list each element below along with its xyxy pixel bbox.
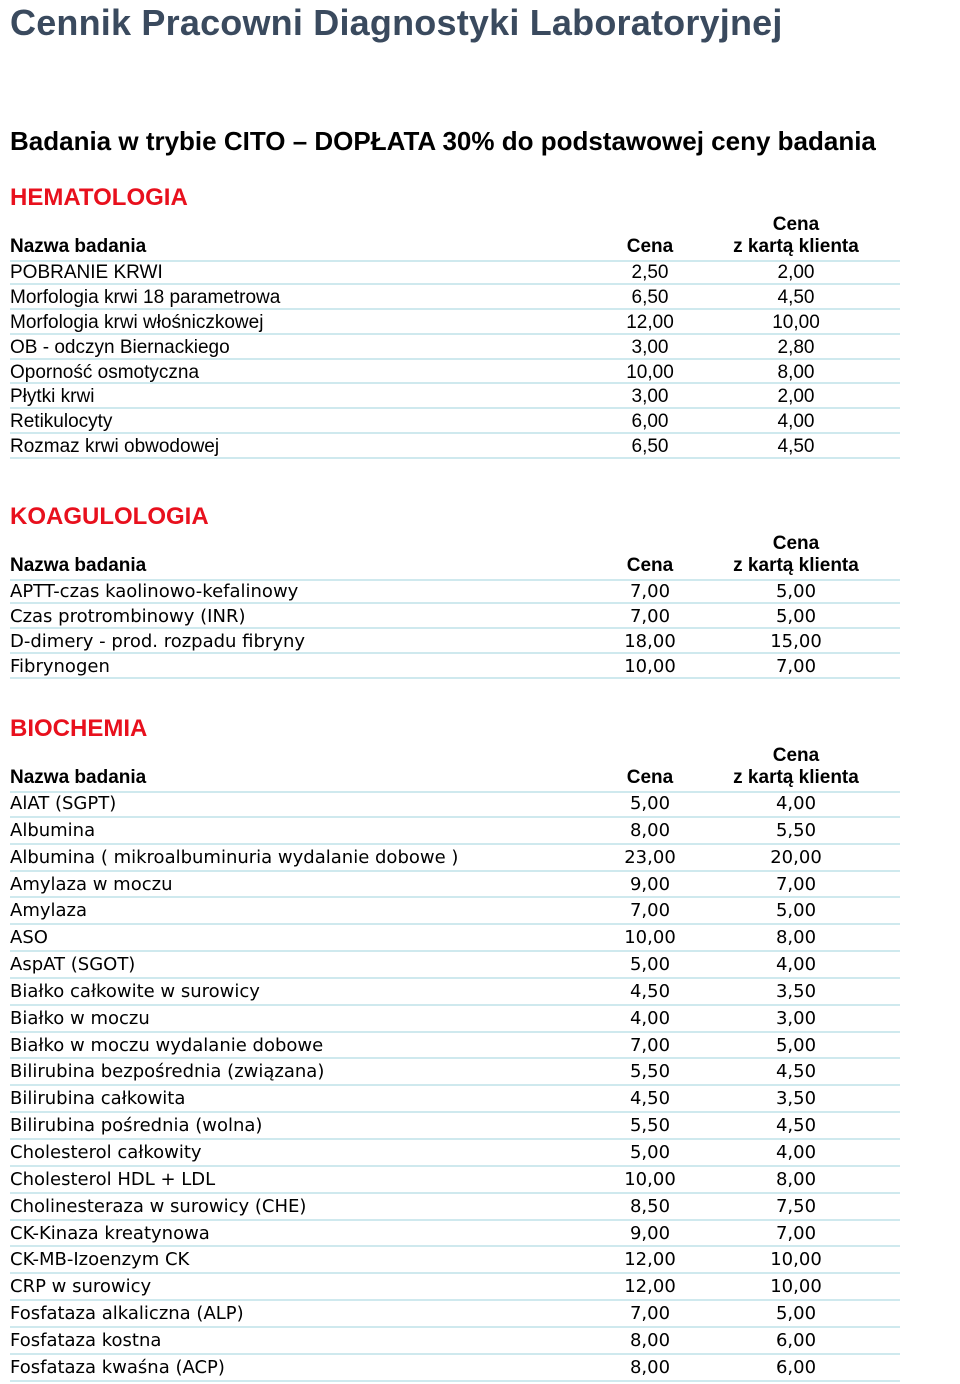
table-header bbox=[0, 743, 960, 791]
table-row bbox=[0, 1247, 960, 1274]
table-row bbox=[0, 872, 960, 899]
price-cell: 5,00 bbox=[629, 1141, 671, 1163]
price-cell: 9,00 bbox=[629, 1222, 671, 1244]
card-price-cell: 5,00 bbox=[775, 1303, 817, 1325]
card-price-cell: 8,00 bbox=[775, 927, 817, 949]
table-row bbox=[0, 1221, 960, 1248]
price-cell: 5,50 bbox=[629, 1061, 671, 1083]
table-body bbox=[0, 791, 960, 1382]
test-name-cell: Amylaza w moczu bbox=[10, 873, 173, 895]
column-header-name: Nazwa badania bbox=[10, 767, 147, 788]
table-body bbox=[0, 579, 960, 679]
table-row bbox=[0, 845, 960, 872]
test-name-cell: POBRANIE KRWI bbox=[10, 262, 163, 283]
table-row bbox=[0, 409, 960, 434]
card-price-cell: 3,00 bbox=[775, 1007, 817, 1029]
table-row bbox=[0, 1301, 960, 1328]
table-row bbox=[0, 604, 960, 629]
table-row bbox=[0, 1140, 960, 1167]
column-header-price: Cena bbox=[626, 555, 674, 576]
table-row bbox=[0, 335, 960, 360]
table-row bbox=[0, 1194, 960, 1221]
row-divider bbox=[10, 677, 900, 679]
table-row bbox=[0, 818, 960, 845]
test-name-cell: Amylaza bbox=[10, 900, 88, 922]
card-price-cell: 3,50 bbox=[775, 1088, 817, 1110]
price-cell: 10,00 bbox=[624, 927, 676, 949]
section-title: KOAGULOLOGIA bbox=[10, 503, 209, 530]
card-price-cell: 6,00 bbox=[775, 1329, 817, 1351]
price-cell: 6,00 bbox=[631, 411, 669, 433]
test-name-cell: Cholesterol HDL + LDL bbox=[10, 1168, 216, 1190]
table-row bbox=[0, 285, 960, 310]
test-name-cell: Fibrynogen bbox=[10, 655, 110, 677]
test-name-cell: Fosfataza kostna bbox=[10, 1329, 162, 1351]
test-name-cell: Płytki krwi bbox=[10, 386, 95, 408]
card-price-cell: 5,00 bbox=[775, 581, 817, 602]
table-row bbox=[0, 1033, 960, 1060]
test-name-cell: Bilirubina pośrednia (wolna) bbox=[10, 1115, 263, 1137]
table-row bbox=[0, 654, 960, 679]
test-name-cell: Fosfataza kwaśna (ACP) bbox=[10, 1356, 225, 1378]
column-header-name: Nazwa badania bbox=[10, 236, 147, 257]
price-cell: 8,50 bbox=[629, 1195, 671, 1217]
section-title: HEMATOLOGIA bbox=[10, 184, 188, 211]
section-title: BIOCHEMIA bbox=[10, 715, 148, 742]
price-cell: 4,50 bbox=[629, 980, 671, 1002]
test-name-cell: Cholesterol całkowity bbox=[10, 1141, 202, 1163]
test-name-cell: Czas protrombinowy (INR) bbox=[10, 605, 246, 627]
card-price-cell: 6,00 bbox=[775, 1356, 817, 1378]
card-price-cell: 4,00 bbox=[777, 411, 815, 433]
table-body bbox=[0, 260, 960, 459]
table-row bbox=[0, 1274, 960, 1301]
price-cell: 3,00 bbox=[631, 336, 669, 358]
table-row bbox=[0, 310, 960, 335]
table-row bbox=[0, 898, 960, 925]
table-row bbox=[0, 360, 960, 385]
price-cell: 12,00 bbox=[624, 1276, 676, 1298]
table-row bbox=[0, 979, 960, 1006]
card-price-cell: 5,00 bbox=[775, 900, 817, 922]
test-name-cell: Bilirubina całkowita bbox=[10, 1088, 186, 1110]
table-row bbox=[0, 925, 960, 952]
card-price-cell: 5,50 bbox=[775, 819, 817, 841]
test-name-cell: Albumina bbox=[10, 819, 96, 841]
price-cell: 18,00 bbox=[624, 630, 676, 652]
price-cell: 5,00 bbox=[629, 954, 671, 976]
price-cell: 10,00 bbox=[624, 1168, 676, 1190]
column-header-name: Nazwa badania bbox=[10, 555, 147, 576]
table-header bbox=[0, 531, 960, 579]
price-cell: 12,00 bbox=[624, 1249, 676, 1271]
column-header-card-price: Cena z kartą klienta bbox=[733, 533, 859, 576]
price-cell: 7,00 bbox=[629, 581, 671, 602]
card-price-cell: 10,00 bbox=[770, 1276, 822, 1298]
card-price-cell: 4,50 bbox=[775, 1061, 817, 1083]
card-price-cell: 8,00 bbox=[777, 361, 815, 383]
card-price-cell: 4,50 bbox=[777, 436, 815, 458]
column-header-price: Cena bbox=[626, 767, 674, 788]
table-row bbox=[0, 1167, 960, 1194]
card-price-cell: 7,00 bbox=[775, 873, 817, 895]
row-divider bbox=[10, 1380, 900, 1382]
test-name-cell: Białko całkowite w surowicy bbox=[10, 980, 260, 1002]
price-cell: 12,00 bbox=[626, 311, 674, 333]
test-name-cell: ASO bbox=[10, 927, 48, 949]
test-name-cell: Fosfataza alkaliczna (ALP) bbox=[10, 1303, 244, 1325]
table-row bbox=[0, 1328, 960, 1355]
price-cell: 8,00 bbox=[629, 819, 671, 841]
table-row bbox=[0, 1006, 960, 1033]
table-row bbox=[0, 1355, 960, 1382]
card-price-cell: 15,00 bbox=[770, 630, 822, 652]
page-subtitle: Badania w trybie CITO – DOPŁATA 30% do podstawowej ceny badania bbox=[10, 126, 876, 156]
price-cell: 4,50 bbox=[629, 1088, 671, 1110]
table-row bbox=[0, 260, 960, 285]
card-price-cell: 4,00 bbox=[775, 954, 817, 976]
price-cell: 8,00 bbox=[629, 1329, 671, 1351]
price-cell: 7,00 bbox=[629, 1034, 671, 1056]
card-price-cell: 4,00 bbox=[775, 1141, 817, 1163]
card-price-cell: 2,00 bbox=[777, 262, 815, 283]
card-price-cell: 10,00 bbox=[770, 1249, 822, 1271]
table-row bbox=[0, 434, 960, 459]
table-row bbox=[0, 579, 960, 604]
test-name-cell: D-dimery - prod. rozpadu fibryny bbox=[10, 630, 306, 652]
test-name-cell: APTT-czas kaolinowo-kefalinowy bbox=[10, 581, 299, 602]
card-price-cell: 7,00 bbox=[775, 1222, 817, 1244]
card-price-cell: 5,00 bbox=[775, 1034, 817, 1056]
test-name-cell: Bilirubina bezpośrednia (związana) bbox=[10, 1061, 325, 1083]
column-header-price: Cena bbox=[626, 236, 674, 257]
column-header-card-price: Cena z kartą klienta bbox=[733, 745, 859, 788]
price-cell: 7,00 bbox=[629, 1303, 671, 1325]
row-divider bbox=[10, 457, 900, 459]
test-name-cell: Białko w moczu wydalanie dobowe bbox=[10, 1034, 324, 1056]
price-cell: 6,50 bbox=[631, 286, 669, 308]
test-name-cell: CK-MB-Izoenzym CK bbox=[10, 1249, 190, 1271]
card-price-cell: 5,00 bbox=[775, 605, 817, 627]
test-name-cell: Rozmaz krwi obwodowej bbox=[10, 436, 220, 458]
table-row bbox=[0, 384, 960, 409]
price-cell: 10,00 bbox=[624, 655, 676, 677]
test-name-cell: CK-Kinaza kreatynowa bbox=[10, 1222, 210, 1244]
card-price-cell: 4,50 bbox=[775, 1115, 817, 1137]
table-row bbox=[0, 791, 960, 818]
price-cell: 4,00 bbox=[629, 1007, 671, 1029]
price-cell: 3,00 bbox=[631, 386, 669, 408]
card-price-cell: 2,00 bbox=[777, 386, 815, 408]
card-price-cell: 8,00 bbox=[775, 1168, 817, 1190]
test-name-cell: CRP w surowicy bbox=[10, 1276, 152, 1298]
price-cell: 10,00 bbox=[626, 361, 674, 383]
card-price-cell: 3,50 bbox=[775, 980, 817, 1002]
price-cell: 23,00 bbox=[624, 846, 676, 868]
test-name-cell: Morfologia krwi włośniczkowej bbox=[10, 311, 264, 333]
table-row bbox=[0, 1113, 960, 1140]
card-price-cell: 4,00 bbox=[775, 793, 817, 814]
card-price-cell: 10,00 bbox=[772, 311, 820, 333]
test-name-cell: AlAT (SGPT) bbox=[10, 793, 117, 814]
test-name-cell: Oporność osmotyczna bbox=[10, 361, 200, 383]
card-price-cell: 7,00 bbox=[775, 655, 817, 677]
test-name-cell: Morfologia krwi 18 parametrowa bbox=[10, 286, 281, 308]
price-cell: 5,50 bbox=[629, 1115, 671, 1137]
price-cell: 5,00 bbox=[629, 793, 671, 814]
card-price-cell: 20,00 bbox=[770, 846, 822, 868]
price-cell: 6,50 bbox=[631, 436, 669, 458]
table-header bbox=[0, 212, 960, 260]
price-cell: 8,00 bbox=[629, 1356, 671, 1378]
price-cell: 7,00 bbox=[629, 900, 671, 922]
price-cell: 7,00 bbox=[629, 605, 671, 627]
test-name-cell: Retikulocyty bbox=[10, 411, 113, 433]
test-name-cell: Białko w moczu bbox=[10, 1007, 150, 1029]
test-name-cell: Cholinesteraza w surowicy (CHE) bbox=[10, 1195, 307, 1217]
table-row bbox=[0, 1086, 960, 1113]
table-row bbox=[0, 629, 960, 654]
test-name-cell: AspAT (SGOT) bbox=[10, 954, 136, 976]
price-cell: 9,00 bbox=[629, 873, 671, 895]
price-cell: 2,50 bbox=[631, 262, 669, 283]
test-name-cell: Albumina ( mikroalbuminuria wydalanie dobowe ) bbox=[10, 846, 459, 868]
card-price-cell: 4,50 bbox=[777, 286, 815, 308]
card-price-cell: 7,50 bbox=[775, 1195, 817, 1217]
test-name-cell: OB - odczyn Biernackiego bbox=[10, 336, 230, 358]
column-header-card-price: Cena z kartą klienta bbox=[733, 214, 859, 257]
page-title: Cennik Pracowni Diagnostyki Laboratoryjnej bbox=[10, 2, 783, 43]
table-row bbox=[0, 1059, 960, 1086]
card-price-cell: 2,80 bbox=[777, 336, 815, 358]
table-row bbox=[0, 952, 960, 979]
